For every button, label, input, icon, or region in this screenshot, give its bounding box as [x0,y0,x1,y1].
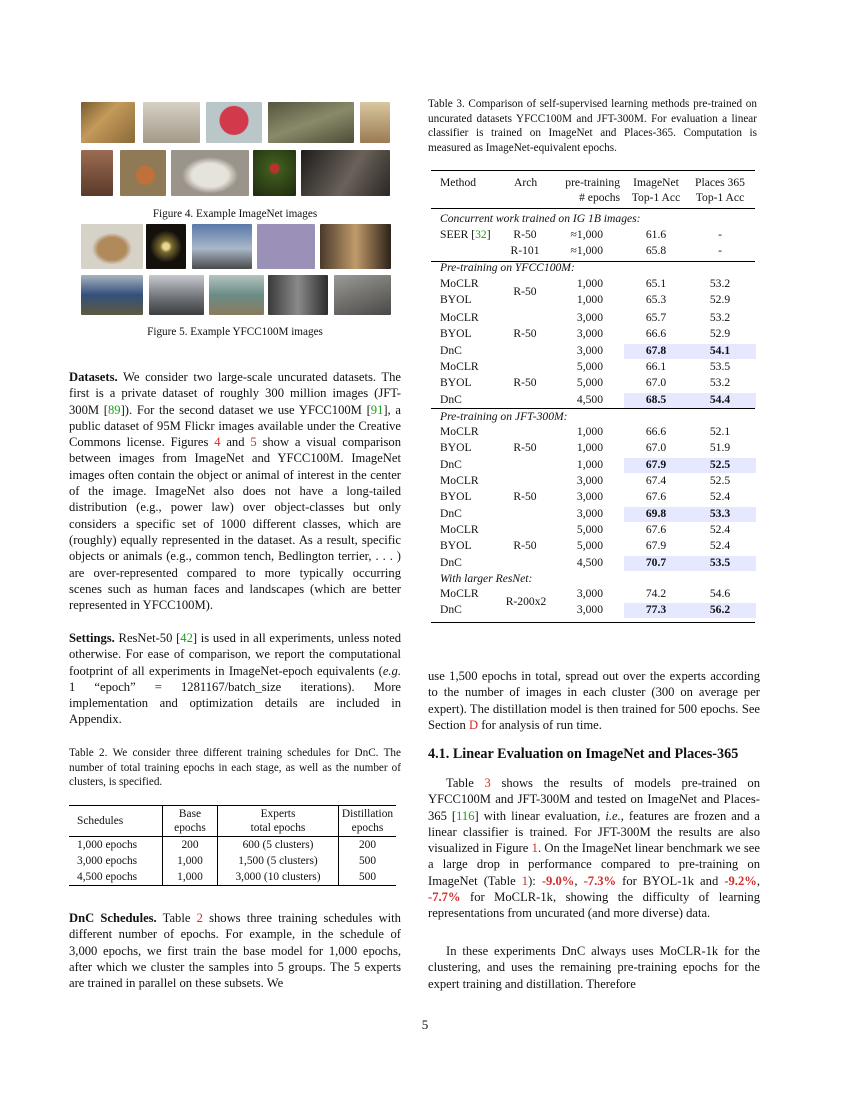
figure-5-link[interactable]: 5 [250,435,257,450]
yfcc-image-people [320,224,391,269]
t3-places: 54.4 [709,392,731,406]
t3-imagenet: 66.6 [645,425,667,438]
yfcc-image-car [81,275,143,315]
t3-places: 51.9 [709,441,731,455]
right-paragraph-3: In these experiments DnC always uses MoCLR-1k for the clustering, and uses the remaining pre-training epochs for the expert training and distillation. Therefore [428,944,760,991]
settings-text: ] is used in all experiments, unless noted otherwise. For ease of comparison, we report the computational footprint of all experiments in ImageNet-epoch equivalents ( [69,631,401,678]
t3-method: DnC [440,392,462,406]
t3-places: 52.4 [709,523,731,536]
imagenet-image-food [81,150,113,196]
t3-imagenet: 77.3 [645,603,667,617]
ref-116-link[interactable]: 116 [456,808,475,823]
t3-section-label: Pre-training on YFCC100M: [440,261,575,274]
imagenet-image-monkey [360,102,390,143]
t3-epochs: ≈1,000 [570,228,603,241]
t3-arch: R-50 [513,228,537,241]
t3-places: 53.3 [709,506,731,520]
drop-value: -7.3% [583,873,617,888]
t3-places: - [718,228,722,241]
t3-imagenet: 67.6 [645,523,667,536]
t3-imagenet: 67.9 [645,539,667,553]
t3-method: BYOL [440,327,472,341]
t3-method: DnC [440,457,462,471]
t2-cell: 1,000 [163,853,218,869]
t2-cell: 500 [358,855,377,867]
settings-paragraph [69,630,401,728]
t3-places: 53.5 [709,555,731,569]
t3-epochs: 4,500 [576,555,603,569]
t3-h-arch: Arch [514,176,538,189]
t3-epochs: 5,000 [576,360,603,373]
t3-imagenet: 67.4 [645,474,667,487]
datasets-text: ]). For the second dataset we use YFCC100M [ [120,402,371,417]
t3-arch: R-50 [513,441,537,455]
t3-section-label: Pre-training on JFT-300M: [440,410,568,423]
t3-arch: R-50 [513,376,537,390]
t3-method: MoCLR [440,474,479,487]
datasets-text: ], a public dataset of 95M Flickr images available under the Creative Commons license. Figures [69,402,401,450]
t2-cell: 200 [358,839,377,851]
t3-epochs: 3,000 [576,490,603,504]
ref-91-link[interactable]: 91 [370,402,384,417]
t3-method: MoCLR [440,523,479,536]
datasets-text: and [220,435,251,450]
table-3-link[interactable]: 3 [484,776,491,790]
t3-places: 53.5 [709,360,731,373]
yfcc-image-sky [192,224,252,269]
right-paragraph-1 [428,668,760,733]
t3-imagenet: 66.6 [645,327,667,341]
datasets-text: show a visual comparison between images from ImageNet and YFCC100M. ImageNet images often contain the object or animal of interest in the center of the image. ImageNet also does not have a long-tailed distribution (e.g., power law) over object-classes but only considers a specific set of 1000 different classes, which are (roughly) equally represented in the dataset. As a result, specific objects or animals (e.g., common tench, Bedlington terrier, . . . ) are over-represented compared to more typically occurring scenes such as human faces and landscapes (which are better represented in YFCC100M). [69,435,401,613]
t2-h-base: Base epochs [163,806,218,836]
t2-row [69,837,396,853]
imagenet-image-salamander [268,102,354,143]
t3-epochs: 3,000 [576,587,603,600]
datasets-paragraph [69,369,401,613]
t2-h-schedules: Schedules [69,806,163,836]
t3-places: 53.2 [709,311,731,324]
t3-places: 54.1 [709,343,731,357]
imagenet-image-bird [120,150,166,196]
t3-method: MoCLR [440,277,479,290]
t3-arch: R-50 [513,539,537,553]
t2-cell: 1,500 (5 clusters) [218,853,339,869]
t3-imagenet: 65.3 [645,293,667,307]
t3-imagenet: 67.9 [645,457,667,471]
table-1-link[interactable]: 1 [521,873,529,888]
t3-places: 53.2 [709,277,731,290]
t3-method: BYOL [440,376,472,390]
t2-cell: 600 (5 clusters) [218,837,339,853]
t3-epochs: 3,000 [576,327,603,341]
t3-section-label: With larger ResNet: [440,572,533,585]
t3-epochs: 3,000 [576,506,603,520]
t3-arch: R-50 [513,327,537,341]
imagenet-image-dog [171,150,249,196]
t3-arch: R-200x2 [505,595,547,608]
imagenet-image-flower [253,150,296,196]
figure-4-link[interactable]: 4 [214,435,221,450]
settings-heading: Settings. [69,631,115,645]
t3-places: - [718,244,722,258]
t3-places: 52.5 [709,457,731,471]
figure-5-caption: Figure 5. Example YFCC100M images [147,326,323,338]
t3-epochs: 3,000 [576,603,603,617]
t2-cell: 500 [358,871,377,883]
t3-epochs: 1,000 [576,277,603,290]
table-3-caption: Table 3. Comparison of self-supervised learning methods pre-trained on uncurated datasets YFCC100M and JFT-300M. For evaluation a linear classifier is trained on ImageNet and Places-365. Computation is measured as ImageNet-equivalent epochs. [428,98,757,154]
yfcc-image-car-interior [334,275,391,315]
figure-1-link[interactable]: 1 [531,841,538,856]
yfcc-image-city [149,275,204,315]
t3-epochs: 3,000 [576,343,603,357]
drop-value: -9.2% [724,873,757,888]
t3-imagenet: 70.7 [645,555,667,569]
t3-epochs: 4,500 [576,392,603,406]
ref-89-link[interactable]: 89 [108,402,121,417]
right-text: for analysis of run time. [478,717,602,732]
t2-cell: 3,000 (10 clusters) [218,869,339,885]
t2-h-distill: Distillation epochs [341,808,394,834]
datasets-heading: Datasets. [69,370,118,384]
t3-h-places: Places 365 Top-1 Acc [695,176,745,204]
section-heading: 4.1. Linear Evaluation on ImageNet and Places-365 [428,746,739,762]
t3-imagenet: 65.8 [645,244,667,258]
right-text: use 1,500 epochs in total, spread out over the experts according to the number of images in each cluster (300 on average per expert). The distillation model is then trained for 500 epochs. See Section [428,669,760,732]
imagenet-image-man [301,150,390,196]
t3-method: DnC [440,506,462,520]
dnc-text: Table [156,911,197,925]
t3-epochs: 3,000 [576,311,603,324]
t3-method: DnC [440,555,462,569]
table-2-link[interactable]: 2 [196,911,203,925]
t3-epochs: 1,000 [576,457,603,471]
t3-method: DnC [440,343,462,357]
yfcc-image-firework [146,224,186,269]
t3-method: MoCLR [440,311,479,324]
t3-places: 52.1 [709,425,731,438]
t2-row [69,853,396,869]
t3-method: MoCLR [440,360,479,373]
t3-imagenet: 61.6 [645,228,667,241]
settings-text: ResNet-50 [ [114,631,181,645]
t3-epochs: 5,000 [576,523,603,536]
t3-imagenet: 65.7 [645,311,667,324]
t3-epochs: 1,000 [576,425,603,438]
figure-4-caption: Figure 4. Example ImageNet images [152,208,318,220]
t3-epochs: 1,000 [576,441,603,455]
yfcc-image-food [81,224,143,269]
t3-method: DnC [440,603,462,617]
t3-section-label: Concurrent work trained on IG 1B images: [440,212,641,225]
t2-cell: 3,000 epochs [69,853,163,869]
drop-value: -9.0% [541,873,575,888]
t3-method: MoCLR [440,425,479,438]
drop-value: -7.7% [428,890,461,905]
settings-text: 1 “epoch” = 1281167/batch_size iterations). More implementation and optimization details are included in Appendix. [69,679,401,727]
t3-imagenet: 67.0 [645,376,667,390]
t3-method: MoCLR [440,587,479,600]
yfcc-image-purple [257,224,315,269]
t3-method: BYOL [440,539,472,553]
t3-places: 56.2 [709,603,731,617]
t3-h-imagenet: ImageNet Top-1 Acc [631,176,681,204]
t3-imagenet: 68.5 [645,392,667,406]
yfcc-image-bw-people [268,275,328,315]
settings-eg: e.g. [382,663,401,678]
t3-method: SEER [32] [440,228,491,241]
t3-arch: R-50 [513,490,537,504]
t3-epochs: ≈1,000 [570,244,603,258]
t2-row [69,869,396,885]
t3-imagenet: 67.0 [645,441,667,455]
t3-imagenet: 66.1 [645,360,667,373]
t2-cell: 4,500 epochs [69,869,163,885]
t3-method: BYOL [440,293,472,307]
t3-places: 54.6 [709,587,731,600]
t2-cell: 200 [163,837,218,853]
t2-h-experts: Experts total epochs [218,806,339,836]
t3-places: 52.9 [709,327,731,341]
t3-places: 52.5 [709,474,731,487]
t3-imagenet: 69.8 [645,506,667,520]
t3-epochs: 3,000 [576,474,603,487]
imagenet-image-people [143,102,200,143]
right-paragraph-2: Table 3 shows the results of models pre-trained on YFCC100M and JFT-300M and tested on ImageNet and Places-365 [116] with linear evaluation, i.e., features are frozen and a linear classifier is trained. For JFT-300M the results are also visualized in Figure 1. On the ImageNet linear benchmark we see a large drop in performance compared to pre-training on ImageNet (Table 1): -9.0%, -7.3% for BYOL-1k and -9.2%, -7.7% for MoCLR-1k, showing the difficulty of learning representations from uncurated (and more diverse) data. [428,776,761,921]
page-number: 5 [421,1017,429,1032]
t3-imagenet: 65.1 [645,277,667,290]
t3-epochs: 5,000 [576,376,603,390]
t3-places: 52.9 [709,293,731,307]
table-2-caption: Table 2. We consider three different training schedules for DnC. The number of total training epochs in each stage, as well as the number of clusters, is specified. [69,747,401,789]
t3-imagenet: 74.2 [645,587,667,600]
ref-32-link[interactable]: 32 [475,228,487,241]
t3-arch: R-101 [510,244,540,258]
t3-method: BYOL [440,490,472,504]
t3-places: 53.2 [709,376,731,390]
imagenet-image-fish [81,102,135,143]
t3-imagenet: 67.6 [645,490,667,504]
dnc-text: shows three training schedules with different number of epochs. For example, in the schedule of 3,000 epochs, we first train the base model for 1,000 epochs, after which we cluster the samples into 5 groups. The 5 experts are trained in parallel on these subsets. We [69,911,401,991]
t2-cell: 1,000 epochs [69,837,163,853]
dnc-schedules-paragraph [69,910,401,991]
table-2 [69,805,396,886]
t3-method: BYOL [440,441,472,455]
t3-h-method: Method [440,176,477,189]
datasets-text: We consider two large-scale uncurated datasets. The first is a private dataset of roughly 300 million images (JFT-300M [ [69,370,401,417]
t3-imagenet: 67.8 [645,343,667,357]
t3-arch: R-50 [513,285,537,299]
dnc-heading: DnC Schedules. [69,911,157,925]
t3-epochs: 1,000 [576,293,603,307]
t3-places: 52.4 [709,539,731,553]
t2-cell: 1,000 [163,869,218,885]
t3-epochs: 5,000 [576,539,603,553]
imagenet-image-balloon [206,102,262,143]
t3-h-pretraining: pre-training # epochs [565,176,620,204]
ref-42-link[interactable]: 42 [180,631,193,645]
yfcc-image-beach [209,275,264,315]
section-d-link[interactable]: D [468,717,479,732]
t3-places: 52.4 [709,490,731,504]
